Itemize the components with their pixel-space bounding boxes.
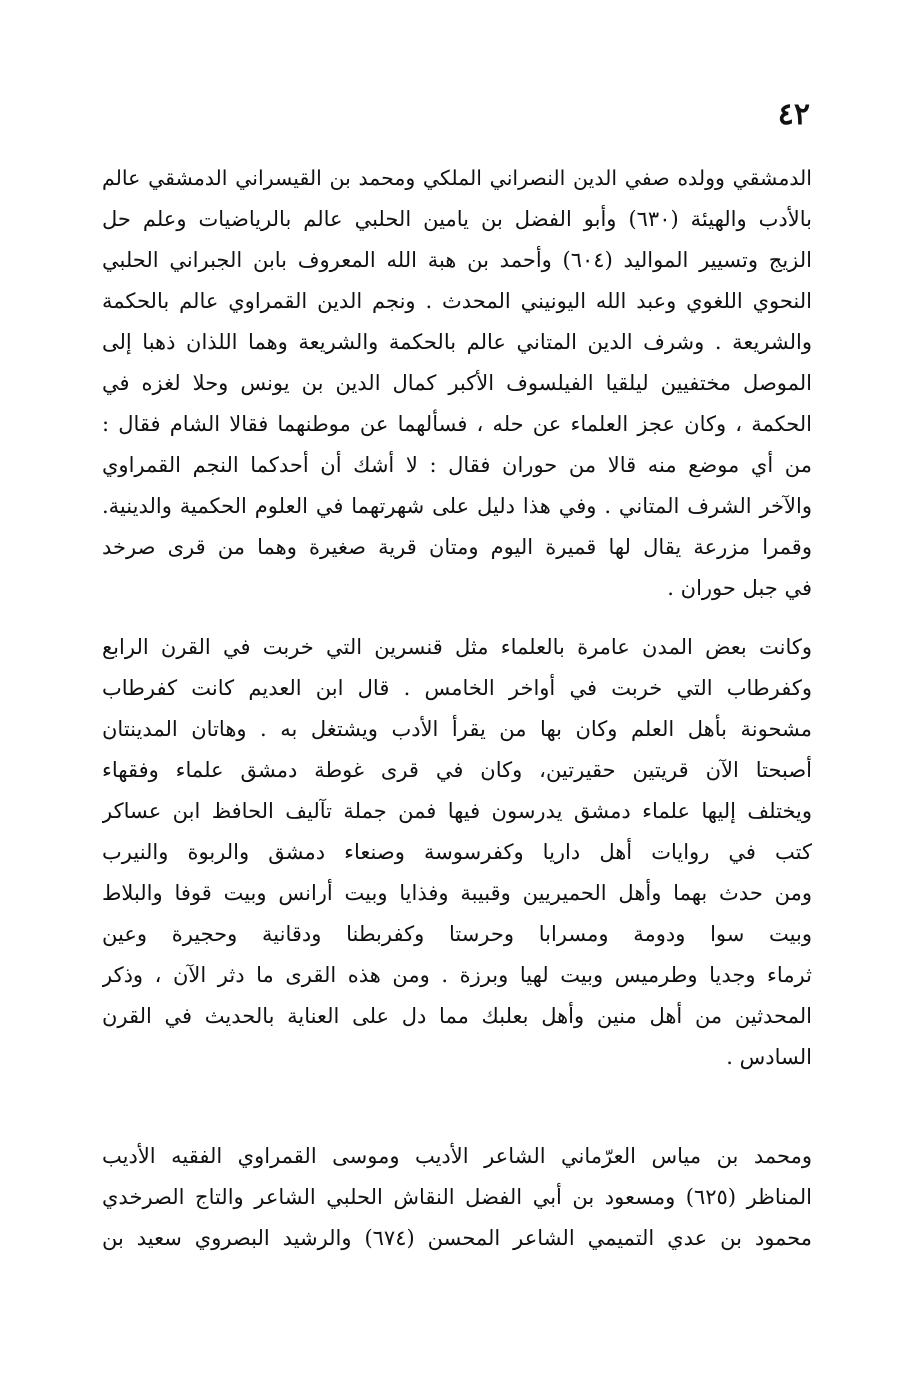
text-line: وكانت بعض المدن عامرة بالعلماء مثل قنسرين التي خربت في القرن الرابع — [102, 635, 812, 659]
text-line: كتب في روايات أهل داريا وكفرسوسة وصنعاء دمشق والربوة والنيرب — [102, 840, 812, 864]
text-line: بالأدب والهيئة (٦٣٠) وأبو الفضل بن يامين الحلبي عالم بالرياضيات وعلم حل — [102, 207, 812, 231]
text-line: ويختلف إليها علماء دمشق يدرسون فيها فمن جملة تآليف الحافظ ابن عساكر — [102, 799, 812, 823]
text-line: السادس . — [726, 1045, 812, 1069]
text-line: والشريعة . وشرف الدين المتاني عالم بالحكمة والشريعة وهما اللذان ذهبا إلى — [102, 330, 812, 354]
text-line: الزيج وتسيير المواليد (٦٠٤) وأحمد بن هبة الله المعروف بابن الجبراني الحلبي — [102, 248, 812, 272]
text-line: محمود بن عدي التميمي الشاعر المحسن (٦٧٤) والرشيد البصروي سعيد بن — [102, 1226, 812, 1250]
text-line: وقمرا مزرعة يقال لها قميرة اليوم ومتان قرية صغيرة وهما من قرى صرخد — [102, 535, 812, 559]
text-line: وكفرطاب التي خربت في أواخر الخامس . قال ابن العديم كانت كفرطاب — [102, 676, 812, 700]
text-line: وبيت سوا ودومة ومسرابا وحرستا وكفربطنا ودقانية وحجيرة وعين — [102, 922, 812, 946]
text-line: النحوي اللغوي وعبد الله اليونيني المحدث . ونجم الدين القمراوي عالم بالحكمة — [102, 289, 812, 313]
text-line: الموصل مختفيين ليلقيا الفيلسوف الأكبر كمال الدين بن يونس وحلا لغزه في — [102, 371, 812, 395]
text-line: أصبحتا الآن قريتين حقيرتين، وكان في قرى غوطة دمشق علماء وفقهاء — [102, 758, 812, 782]
text-line: ثرماء وجديا وطرميس وبيت لهيا وبرزة . ومن هذه القرى ما دثر الآن ، وذكر — [102, 963, 812, 987]
paragraph-2 — [102, 627, 812, 1078]
text-line: ومحمد بن مياس العرّماني الشاعر الأديب وموسى القمراوي الفقيه الأديب — [102, 1144, 812, 1168]
text-line: المحدثين من أهل منين وأهل بعلبك مما دل على العناية بالحديث في القرن — [102, 1004, 812, 1028]
text-line: الدمشقي وولده صفي الدين النصراني الملكي ومحمد بن القيسراني الدمشقي عالم — [102, 166, 812, 190]
text-line: في جبل حوران . — [667, 576, 812, 600]
page-number: ٤٢ — [777, 97, 810, 132]
text-line: من أي موضع منه قالا من حوران فقال : لا أشك أن أحدكما النجم القمراوي — [102, 453, 812, 477]
paragraph-3 — [102, 1136, 812, 1259]
text-line: مشحونة بأهل العلم وكان بها من يقرأ الأدب ويشتغل به . وهاتان المدينتان — [102, 717, 812, 741]
text-line: والآخر الشرف المتاني . وفي هذا دليل على شهرتهما في العلوم الحكمية والدينية. — [102, 494, 812, 518]
text-line: الحكمة ، وكان عجز العلماء عن حله ، فسألهما عن موطنهما فقالا الشام فقال : — [102, 412, 812, 436]
paragraph-1 — [102, 158, 812, 609]
text-line: ومن حدث بهما وأهل الحميريين وقبيبة وفذايا وبيت أرانس وبيت قوفا والبلاط — [102, 881, 812, 905]
text-line: المناظر (٦٢٥) ومسعود بن أبي الفضل النقاش الحلبي الشاعر والتاج الصرخدي — [102, 1185, 812, 1209]
